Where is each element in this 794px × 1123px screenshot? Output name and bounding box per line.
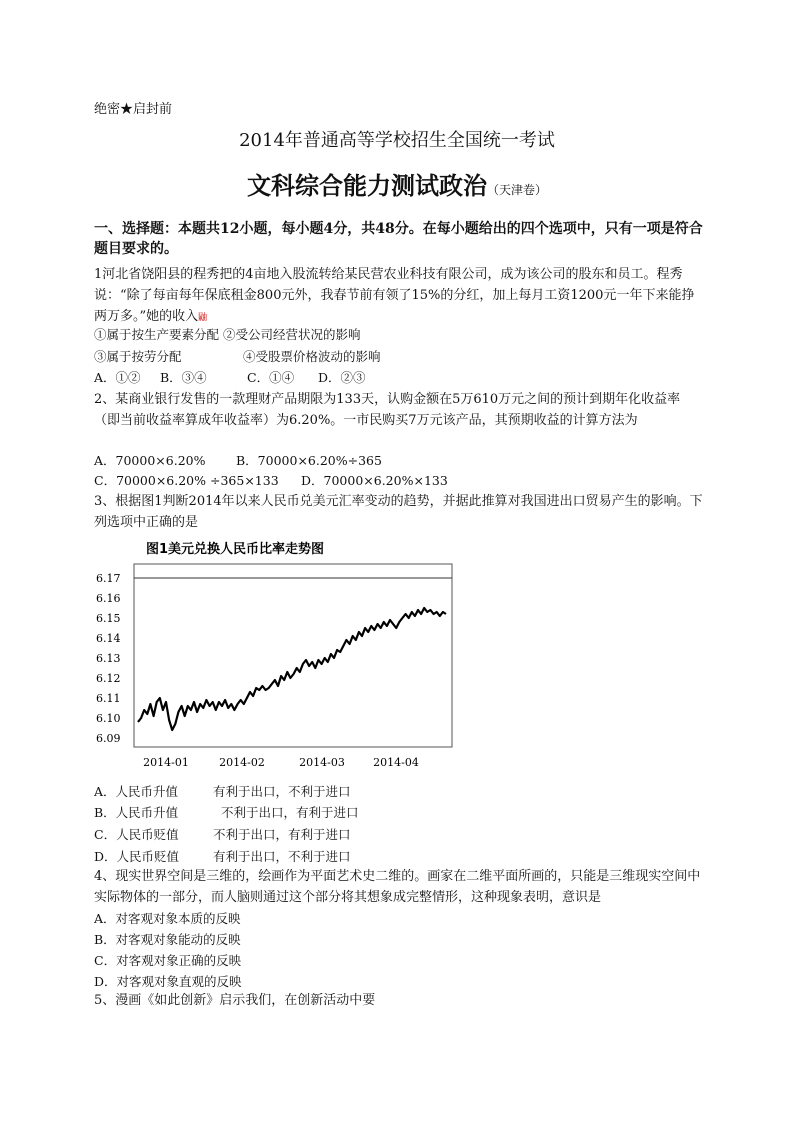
y-tick-label: 6.15 [96, 612, 121, 625]
q3-option-c [94, 825, 351, 843]
q1-mark: 鼬 [198, 313, 208, 323]
q3-option-c-label: C．人民币贬值 [94, 827, 179, 842]
q3-option-b-label: B．人民币升值 [94, 805, 179, 820]
q3-option-d-text: 有利于出口，不利于进口 [213, 849, 351, 864]
q2-option-c: C．70000×6.20% ÷365×133 [94, 473, 279, 488]
q1-stem-text: 1河北省饶阳县的程秀把的4亩地入股流转给某民营农业科技有限公司，成为该公司的股东和员工。程秀说：“除了每亩每年保底租金800元外，我春节前有领了15%的分红，加上每月工资1200元一年下来能挣两万多。”她的收入 [94, 267, 695, 324]
rate-series-line [138, 608, 446, 730]
x-tick-label: 2014-01 [143, 756, 189, 769]
q3-option-d-label: D．人民币贬值 [94, 849, 180, 864]
y-tick-labels [96, 572, 121, 745]
y-tick-label: 6.17 [96, 572, 121, 585]
q1-statement-3: ③属于按劳分配 [94, 349, 182, 364]
question-4-stem: 4、现实世界空间是三维的，绘画作为平面艺术史二维的。画家在二维平面所画的，只能是三维现实空间中实际物体的一部分，而人脑则通过这个部分将其想象成完整情形，这种现象表明，意识是 [94, 869, 701, 905]
q4-option-b: B．对客观对象能动的反映 [94, 932, 241, 947]
y-tick-label: 6.14 [96, 632, 121, 645]
x-tick-labels [143, 756, 419, 769]
q4-option-a: A．对客观对象本质的反映 [94, 911, 241, 926]
x-tick-label: 2014-02 [219, 756, 265, 769]
exchange-rate-chart [94, 536, 464, 776]
q3-option-b-text: 不利于出口，有利于进口 [221, 805, 359, 820]
x-tick-label: 2014-04 [373, 756, 419, 769]
q1-option-d: D．②③ [318, 370, 366, 385]
chart-frame [134, 564, 452, 747]
exam-subject-title [0, 166, 794, 201]
q3-option-a-text: 有利于出口，不利于进口 [213, 784, 351, 799]
q2-option-b: B．70000×6.20%÷365 [236, 453, 382, 468]
section-heading: 一、选择题：本题共12小题，每小题4分，共48分。在每小题给出的四个选项中，只有一项是符合题目要求的。 [94, 221, 703, 257]
question-5-stem: 5、漫画《如此创新》启示我们，在创新活动中要 [94, 993, 376, 1008]
x-tick-label: 2014-03 [299, 756, 345, 769]
question-1-stem [94, 264, 706, 329]
q1-option-a: A．①② [94, 370, 141, 385]
q1-option-c: C．①④ [247, 370, 295, 385]
q3-option-c-text: 不利于出口，有利于进口 [213, 827, 351, 842]
q1-statement-4: ④受股票价格波动的影响 [243, 349, 381, 364]
y-tick-label: 6.10 [96, 712, 121, 725]
question-2-stem: 2、某商业银行发售的一款理财产品期限为133天，认购金额在5万610万元之间的预计到期年化收益率（即当前收益率算成年收益率）为6.20%。一市民购买7万元该产品，其预期收益的计算方法为 [94, 392, 681, 428]
q4-option-c: C．对客观对象正确的反映 [94, 953, 242, 968]
q3-option-a-label: A．人民币升值 [94, 784, 179, 799]
q2-option-a: A．70000×6.20% [94, 453, 206, 468]
y-tick-label: 6.11 [96, 692, 121, 705]
exam-title: 2014年普通高等学校招生全国统一考试 [239, 130, 555, 151]
q4-option-d: D．对客观对象直观的反映 [94, 974, 242, 989]
y-tick-label: 6.09 [96, 732, 121, 745]
q2-option-d: D．70000×6.20%×133 [301, 473, 448, 488]
subject-name: 文科综合能力测试政治 [246, 172, 487, 200]
y-tick-label: 6.13 [96, 652, 121, 665]
y-tick-label: 6.16 [96, 592, 121, 605]
y-tick-label: 6.12 [96, 672, 121, 685]
q1-option-b: B．③④ [160, 370, 207, 385]
chart-title: 图1美元兑换人民币比率走势图 [146, 542, 325, 557]
q1-statement-1: ①属于按生产要素分配 ②受公司经营状况的影响 [94, 327, 361, 342]
q3-option-b [94, 803, 359, 821]
confidential-label: 绝密★启封前 [94, 102, 173, 117]
question-3-stem: 3、根据图1判断2014年以来人民币兑美元汇率变动的趋势，并据此推算对我国进出口贸易产生的影响。下列选项中正确的是 [94, 494, 703, 530]
q3-option-a [94, 782, 351, 800]
paper-region: （天津卷） [486, 183, 547, 197]
q3-option-d [94, 847, 351, 865]
